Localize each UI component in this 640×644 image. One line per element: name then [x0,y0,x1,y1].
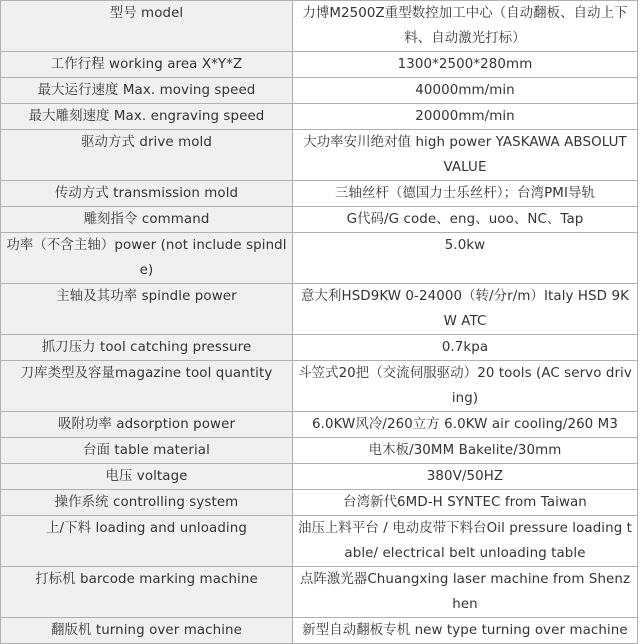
row-label: 功率（不含主轴）power (not include spindle) [1,233,293,284]
row-value: 1300*2500*280mm [293,52,638,78]
row-label: 吸附功率 adsorption power [1,412,293,438]
row-label: 驱动方式 drive mold [1,130,293,181]
row-label: 传动方式 transmission mold [1,181,293,207]
table-row [1,361,638,412]
row-value: 6.0KW风冷/260立方 6.0KW air cooling/260 M3 [293,412,638,438]
row-label: 上/下料 loading and unloading [1,516,293,567]
table-row [1,284,638,335]
row-value: 380V/50HZ [293,464,638,490]
row-label: 最大雕刻速度 Max. engraving speed [1,104,293,130]
table-row [1,207,638,233]
row-label: 抓刀压力 tool catching pressure [1,335,293,361]
table-row [1,438,638,464]
row-label: 主轴及其功率 spindle power [1,284,293,335]
row-label: 翻版机 turning over machine [1,618,293,644]
row-value: 大功率安川绝对值 high power YASKAWA ABSOLUT VALUE [293,130,638,181]
table-row [1,78,638,104]
row-value: 新型自动翻板专机 new type turning over machine [293,618,638,644]
row-label: 雕刻指令 command [1,207,293,233]
table-row [1,130,638,181]
row-value: 斗笠式20把（交流伺服驱动）20 tools (AC servo driving) [293,361,638,412]
table-row [1,516,638,567]
row-value: G代码/G code、eng、uoo、NC、Tap [293,207,638,233]
table-row [1,464,638,490]
row-value: 5.0kw [293,233,638,284]
table-row [1,52,638,78]
row-value: 点阵激光器Chuangxing laser machine from Shenzhen [293,567,638,618]
row-label: 型号 model [1,1,293,52]
row-label: 刀库类型及容量magazine tool quantity [1,361,293,412]
table-row [1,1,638,52]
table-row [1,567,638,618]
row-value: 油压上料平台 / 电动皮带下料台Oil pressure loading table/ electrical belt unloading table [293,516,638,567]
table-row [1,335,638,361]
row-value: 40000mm/min [293,78,638,104]
row-label: 打标机 barcode marking machine [1,567,293,618]
row-label: 工作行程 working area X*Y*Z [1,52,293,78]
row-label: 操作系统 controlling system [1,490,293,516]
row-value: 三轴丝杆（德国力士乐丝杆）；台湾PMI导轨 [293,181,638,207]
row-value: 力博M2500Z重型数控加工中心（自动翻板、自动上下料、自动激光打标） [293,1,638,52]
table-row [1,181,638,207]
table-row [1,233,638,284]
row-label: 台面 table material [1,438,293,464]
row-value: 意大利HSD9KW 0-24000（转/分r/m）Italy HSD 9KW ATC [293,284,638,335]
table-row [1,104,638,130]
row-value: 0.7kpa [293,335,638,361]
table-row [1,412,638,438]
row-value: 电木板/30MM Bakelite/30mm [293,438,638,464]
row-label: 电压 voltage [1,464,293,490]
row-value: 台湾新代6MD-H SYNTEC from Taiwan [293,490,638,516]
row-value: 20000mm/min [293,104,638,130]
row-label: 最大运行速度 Max. moving speed [1,78,293,104]
table-row [1,490,638,516]
